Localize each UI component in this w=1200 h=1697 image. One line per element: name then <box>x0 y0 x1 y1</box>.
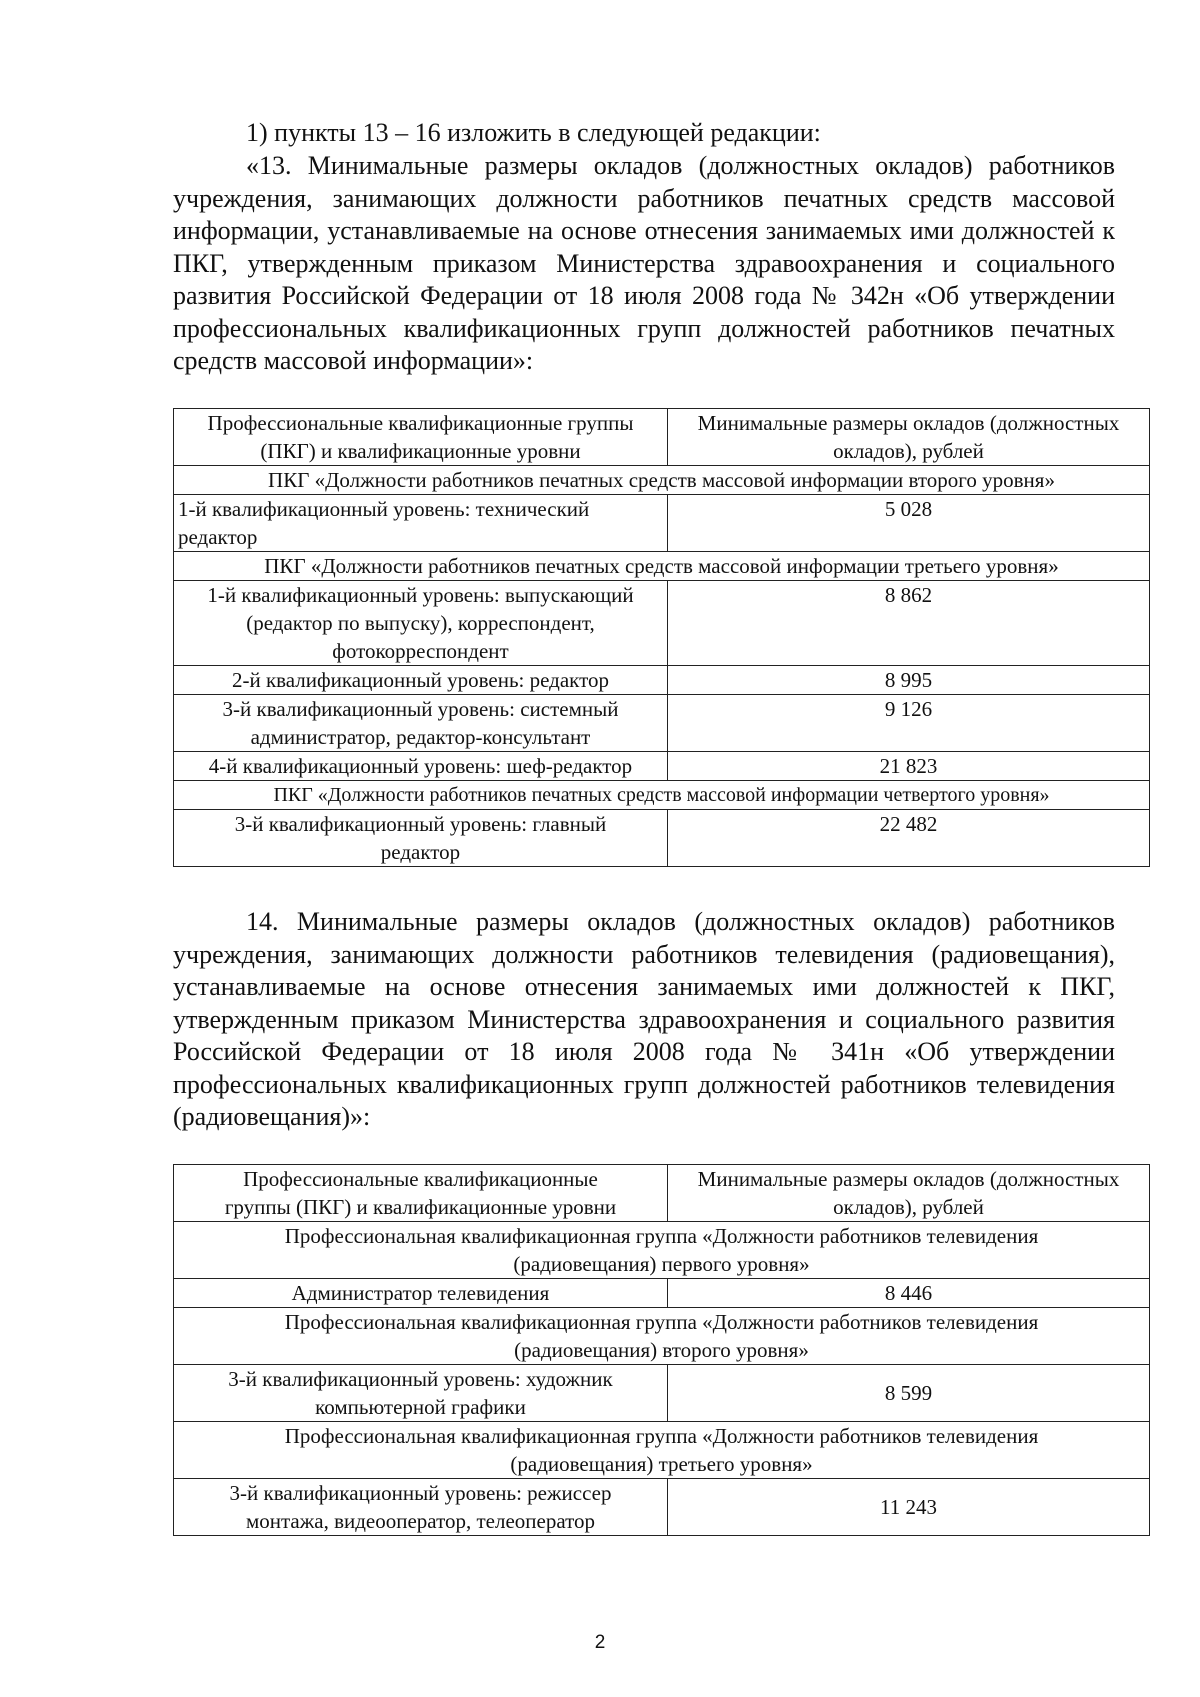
header-min-salary: Минимальные размеры окладов (должностных окладов), рублей <box>668 409 1150 466</box>
table-row <box>174 666 1150 695</box>
item-13-paragraph: «13. Минимальные размеры окладов (должностных окладов) работников учреждения, занимающих должности работников печатных средств массовой информации, устанавливаемые на основе отнесения занимаемых ими должностей к ПКГ, утвержденным приказом Министерства здравоохранения и социального развития Российской Федерации от 18 июля 2008 года № 342н «Об утверждении профессиональных квалификационных групп должностей работников печатных средств массовой информации»: <box>173 151 1115 375</box>
salary-amount: 22 482 <box>668 810 1150 867</box>
table-print-media-salaries <box>173 408 1150 867</box>
qualification-level: 1-й квалификационный уровень: выпускающий (редактор по выпуску), корреспондент, фотокорреспондент <box>174 581 668 666</box>
group-row <box>174 466 1150 495</box>
salary-amount: 11 243 <box>668 1479 1150 1536</box>
pkg-group-title: ПКГ «Должности работников печатных средств массовой информации четвертого уровня» <box>174 781 1150 810</box>
table-header-row <box>174 1165 1150 1222</box>
table-row <box>174 495 1150 552</box>
qualification-level: Администратор телевидения <box>174 1279 668 1308</box>
table-row <box>174 581 1150 666</box>
qualification-level: 3-й квалификационный уровень: системный администратор, редактор-консультант <box>174 695 668 752</box>
pkg-group-title: Профессиональная квалификационная группа «Должности работников телевидения (радиовещания) первого уровня» <box>174 1222 1150 1279</box>
item-14-paragraph: 14. Минимальные размеры окладов (должностных окладов) работников учреждения, занимающих должности работников телевидения (радиовещания), устанавливаемые на основе отнесения занимаемых ими должностей к ПКГ, утвержденным приказом Министерства здравоохранения и социального развития Российской Федерации от 18 июля 2008 года № 341н «Об утверждении профессиональных квалификационных групп должностей работников телевидения (радиовещания)»: <box>173 907 1115 1131</box>
pkg-group-title: ПКГ «Должности работников печатных средств массовой информации третьего уровня» <box>174 552 1150 581</box>
salary-amount: 8 599 <box>668 1365 1150 1422</box>
qualification-level: 1-й квалификационный уровень: технический редактор <box>174 495 668 552</box>
group-row <box>174 1422 1150 1479</box>
group-row <box>174 781 1150 810</box>
salary-amount: 9 126 <box>668 695 1150 752</box>
qualification-level: 2-й квалификационный уровень: редактор <box>174 666 668 695</box>
intro-paragraph: 1) пункты 13 – 16 изложить в следующей редакции: <box>246 118 821 147</box>
pkg-group-title: Профессиональная квалификационная группа «Должности работников телевидения (радиовещания) третьего уровня» <box>174 1422 1150 1479</box>
qualification-level: 4-й квалификационный уровень: шеф-редактор <box>174 752 668 781</box>
table-header-row <box>174 409 1150 466</box>
table-row <box>174 1279 1150 1308</box>
table-row <box>174 1479 1150 1536</box>
pkg-group-title: Профессиональная квалификационная группа «Должности работников телевидения (радиовещания) второго уровня» <box>174 1308 1150 1365</box>
table-row <box>174 1365 1150 1422</box>
group-row <box>174 1222 1150 1279</box>
qualification-level: 3-й квалификационный уровень: режиссер монтажа, видеооператор, телеоператор <box>174 1479 668 1536</box>
table-row <box>174 810 1150 867</box>
header-pkg-levels: Профессиональные квалификационные группы (ПКГ) и квалификационные уровни <box>174 1165 668 1222</box>
salary-amount: 8 446 <box>668 1279 1150 1308</box>
group-row <box>174 552 1150 581</box>
group-row <box>174 1308 1150 1365</box>
table-television-salaries <box>173 1164 1150 1536</box>
page-number: 2 <box>594 1632 606 1653</box>
salary-amount: 8 862 <box>668 581 1150 666</box>
header-pkg-levels: Профессиональные квалификационные группы (ПКГ) и квалификационные уровни <box>174 409 668 466</box>
table-row <box>174 752 1150 781</box>
table-row <box>174 695 1150 752</box>
salary-amount: 8 995 <box>668 666 1150 695</box>
salary-amount: 5 028 <box>668 495 1150 552</box>
qualification-level: 3-й квалификационный уровень: художник компьютерной графики <box>174 1365 668 1422</box>
header-min-salary: Минимальные размеры окладов (должностных окладов), рублей <box>668 1165 1150 1222</box>
pkg-group-title: ПКГ «Должности работников печатных средств массовой информации второго уровня» <box>174 466 1150 495</box>
qualification-level: 3-й квалификационный уровень: главный редактор <box>174 810 668 867</box>
salary-amount: 21 823 <box>668 752 1150 781</box>
